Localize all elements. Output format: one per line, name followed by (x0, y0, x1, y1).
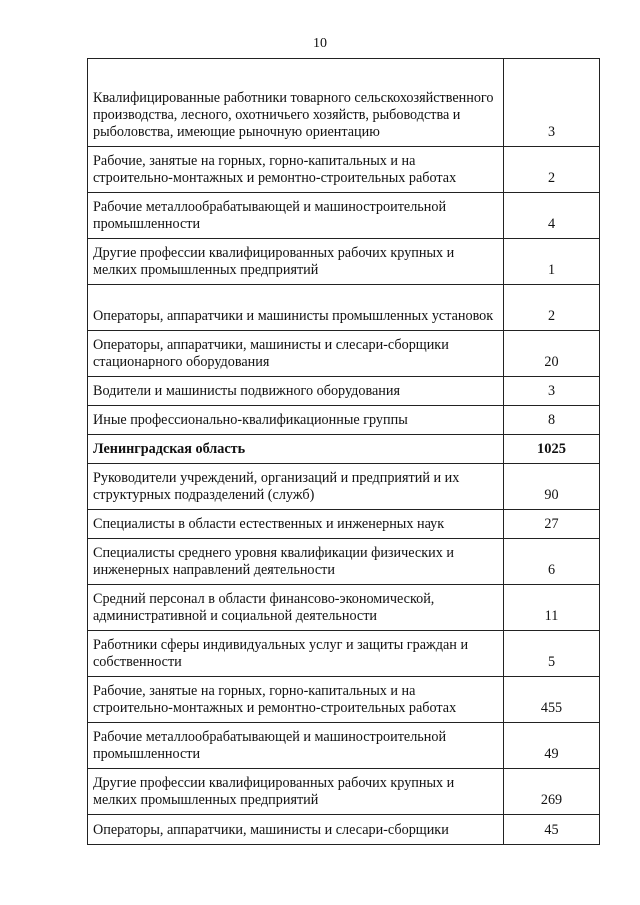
row-label: Специалисты в области естественных и инженерных наук (88, 510, 504, 539)
row-label: Специалисты среднего уровня квалификации физических и инженерных направлений деятельности (88, 539, 504, 585)
table-row (88, 285, 600, 331)
row-value: 455 (504, 677, 600, 723)
table-row (88, 769, 600, 815)
row-label: Рабочие, занятые на горных, горно-капитальных и на строительно-монтажных и ремонтно-строительных работах (88, 677, 504, 723)
table-row (88, 331, 600, 377)
row-label: Работники сферы индивидуальных услуг и защиты граждан и собственности (88, 631, 504, 677)
row-value: 8 (504, 406, 600, 435)
row-label: Водители и машинисты подвижного оборудования (88, 377, 504, 406)
row-value: 4 (504, 193, 600, 239)
row-label: Другие профессии квалифицированных рабочих крупных и мелких промышленных предприятий (88, 769, 504, 815)
table-row (88, 677, 600, 723)
row-label: Рабочие металлообрабатывающей и машиностроительной промышленности (88, 723, 504, 769)
row-value: 45 (504, 815, 600, 845)
table-row (88, 59, 600, 147)
table-row (88, 631, 600, 677)
table-row (88, 406, 600, 435)
row-value: 27 (504, 510, 600, 539)
profession-table (87, 58, 600, 845)
page-number: 10 (313, 36, 327, 51)
row-label: Средний персонал в области финансово-экономической, административной и социальной деятельности (88, 585, 504, 631)
table-row (88, 539, 600, 585)
row-label: Операторы, аппаратчики, машинисты и слесари-сборщики стационарного оборудования (88, 331, 504, 377)
region-label: Ленинградская область (88, 435, 504, 464)
row-value: 90 (504, 464, 600, 510)
row-value: 20 (504, 331, 600, 377)
table-row (88, 815, 600, 845)
row-value: 6 (504, 539, 600, 585)
row-value: 3 (504, 59, 600, 147)
row-value: 49 (504, 723, 600, 769)
row-label: Руководители учреждений, организаций и предприятий и их структурных подразделений (служб) (88, 464, 504, 510)
table-row (88, 377, 600, 406)
table-row (88, 510, 600, 539)
row-value: 5 (504, 631, 600, 677)
row-label: Операторы, аппаратчики и машинисты промышленных установок (88, 285, 504, 331)
table-row (88, 585, 600, 631)
row-label: Операторы, аппаратчики, машинисты и слесари-сборщики (88, 815, 504, 845)
row-label: Рабочие, занятые на горных, горно-капитальных и на строительно-монтажных и ремонтно-строительных работах (88, 147, 504, 193)
table-row (88, 239, 600, 285)
table-row (88, 147, 600, 193)
row-label: Квалифицированные работники товарного сельскохозяйственного производства, лесного, охотничьего хозяйств, рыбоводства и рыболовства, имеющие рыночную ориентацию (88, 59, 504, 147)
row-value: 11 (504, 585, 600, 631)
table-row (88, 193, 600, 239)
table-row (88, 464, 600, 510)
region-total: 1025 (504, 435, 600, 464)
row-value: 3 (504, 377, 600, 406)
row-value: 2 (504, 285, 600, 331)
row-value: 2 (504, 147, 600, 193)
row-value: 1 (504, 239, 600, 285)
region-row (88, 435, 600, 464)
row-label: Другие профессии квалифицированных рабочих крупных и мелких промышленных предприятий (88, 239, 504, 285)
row-label: Иные профессионально-квалификационные группы (88, 406, 504, 435)
row-label: Рабочие металлообрабатывающей и машиностроительной промышленности (88, 193, 504, 239)
row-value: 269 (504, 769, 600, 815)
table-row (88, 723, 600, 769)
